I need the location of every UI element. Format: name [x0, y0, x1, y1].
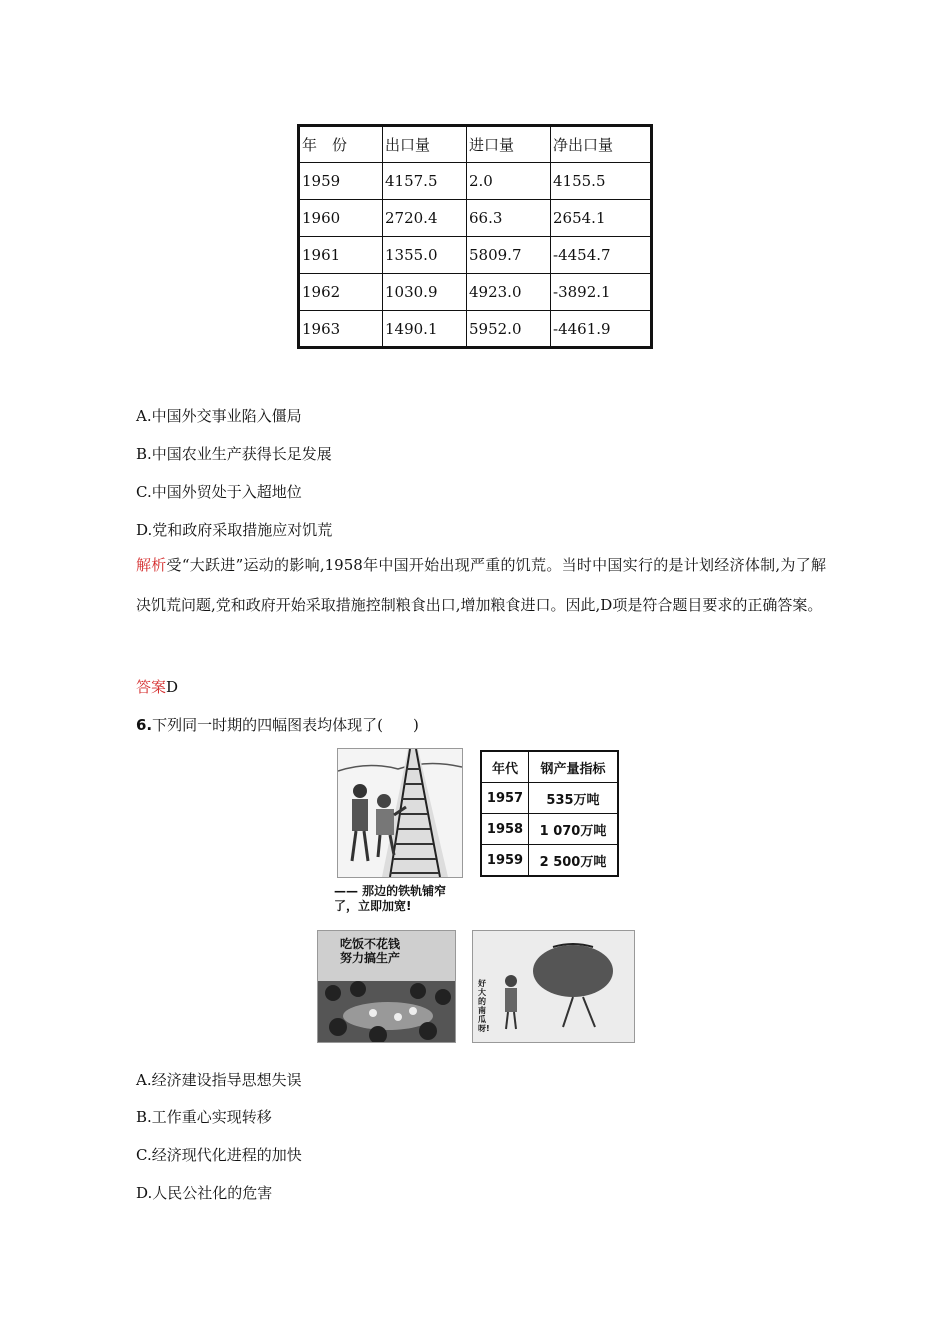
table-header-cell: 钢产量指标	[529, 751, 619, 783]
table-cell: 1959	[481, 845, 529, 877]
table-row	[299, 311, 652, 348]
q5-option-c: C.中国外贸处于入超地位	[136, 483, 302, 501]
canteen-banner: 吃饭不花钱 努力搞生产	[340, 937, 401, 965]
table-header-cell: 进口量	[467, 126, 551, 163]
table-header-cell: 出口量	[383, 126, 467, 163]
table-cell: 1958	[481, 814, 529, 845]
table-cell: 5809.7	[467, 237, 551, 274]
q5-option-d: D.党和政府采取措施应对饥荒	[136, 521, 333, 539]
table-cell: -4454.7	[551, 237, 652, 274]
table-row	[299, 200, 652, 237]
steel-table	[480, 750, 619, 877]
table-cell: 2720.4	[383, 200, 467, 237]
table-cell: 2.0	[467, 163, 551, 200]
table-cell: 1490.1	[383, 311, 467, 348]
table-row	[299, 163, 652, 200]
table-cell: -3892.1	[551, 274, 652, 311]
analysis-text: 受“大跃进”运动的影响,1958年中国开始出现严重的饥荒。当时中国实行的是计划经济体制,为了解决饥荒问题,党和政府开始采取措施控制粮食出口,增加粮食进口。因此,D项是符合题目要求的正确答案。	[136, 556, 826, 614]
question-number: 6.	[136, 716, 153, 734]
answer-value: D	[166, 678, 179, 696]
table-cell: 1957	[481, 783, 529, 814]
table-row	[481, 845, 618, 877]
table-cell: -4461.9	[551, 311, 652, 348]
table-header-cell: 净出口量	[551, 126, 652, 163]
table-cell: 1 070万吨	[529, 814, 619, 845]
pumpkin-caption: 好大的南瓜呀!	[478, 979, 490, 1033]
q5-option-b: B.中国农业生产获得长足发展	[136, 445, 332, 463]
answer-label: 答案	[136, 678, 167, 696]
q6-option-b: B.工作重心实现转移	[136, 1108, 272, 1126]
table-cell: 2 500万吨	[529, 845, 619, 877]
table-cell: 66.3	[467, 200, 551, 237]
q6-option-c: C.经济现代化进程的加快	[136, 1146, 302, 1164]
table-header-cell: 年代	[481, 751, 529, 783]
table-cell: 4157.5	[383, 163, 467, 200]
question-stem: 下列同一时期的四幅图表均体现了( )	[152, 716, 419, 734]
q6-option-d: D.人民公社化的危害	[136, 1184, 273, 1202]
pumpkin-cartoon	[472, 930, 635, 1043]
q6-option-a: A.经济建设指导思想失误	[136, 1071, 302, 1089]
q6-stem	[136, 714, 419, 735]
table-cell: 1960	[299, 200, 383, 237]
table-header-cell: 年 份	[299, 126, 383, 163]
table-cell: 4923.0	[467, 274, 551, 311]
table-cell: 2654.1	[551, 200, 652, 237]
q5-analysis	[136, 545, 826, 625]
railway-cartoon	[337, 748, 463, 878]
table-cell: 1963	[299, 311, 383, 348]
q5-answer	[136, 676, 178, 697]
canteen-photo	[317, 930, 456, 1043]
table-header-row	[481, 751, 618, 783]
table-header-row	[299, 126, 652, 163]
table-cell: 1959	[299, 163, 383, 200]
trade-table	[297, 124, 653, 349]
table-row	[299, 237, 652, 274]
analysis-label: 解析	[136, 556, 167, 574]
table-cell: 1030.9	[383, 274, 467, 311]
railway-caption: —— 那边的铁轨铺窄 了，立即加宽!	[334, 884, 447, 913]
q5-option-a: A.中国外交事业陷入僵局	[136, 407, 302, 425]
table-cell: 1355.0	[383, 237, 467, 274]
table-cell: 5952.0	[467, 311, 551, 348]
table-cell: 4155.5	[551, 163, 652, 200]
table-row	[481, 814, 618, 845]
table-row	[299, 274, 652, 311]
table-cell: 1961	[299, 237, 383, 274]
table-row	[481, 783, 618, 814]
table-cell: 1962	[299, 274, 383, 311]
table-cell: 535万吨	[529, 783, 619, 814]
